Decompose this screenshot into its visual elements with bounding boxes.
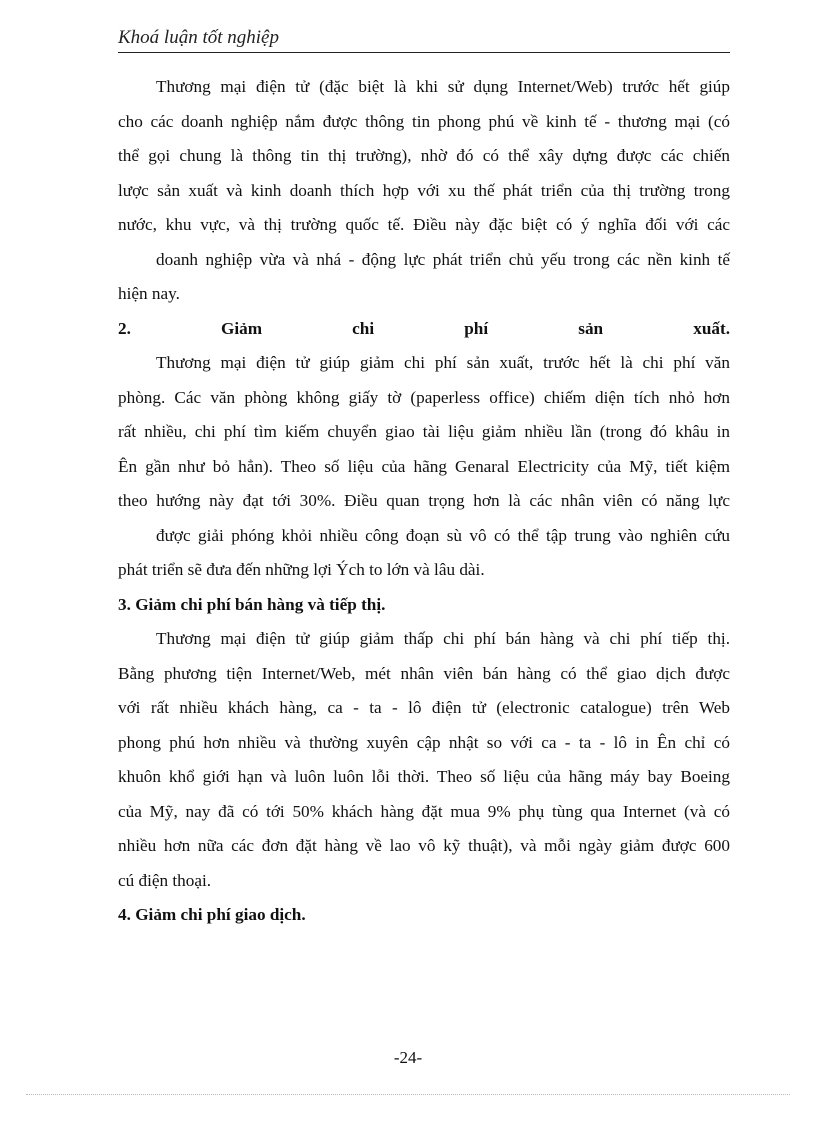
- paragraph-line: phong phú hơn nhiều và thường xuyên cập nhật so với ca - ta - lô in Ên chỉ có: [118, 732, 730, 752]
- section-2-word: chi: [352, 318, 375, 338]
- paragraph-line: cho các doanh nghiệp nắm được thông tin phong phú về kinh tế - thương mại (có: [118, 111, 730, 131]
- section-4-heading: 4. Giảm chi phí giao dịch.: [118, 905, 306, 924]
- header-title: Khoá luận tốt nghiệp: [118, 27, 279, 48]
- paragraph-3: [118, 622, 730, 898]
- paragraph-line: Thương mại điện tử (đặc biệt là khi sử dụng Internet/Web) trước hết giúp: [156, 77, 730, 96]
- paragraph-line: nhiều hơn nữa các đơn đặt hàng về lao vô kỹ thuật), và mỗi ngày giảm được 600: [118, 836, 730, 855]
- paragraph-line: Thương mại điện tử giúp giảm thấp chi phí bán hàng và chi phí tiếp thị.: [156, 629, 730, 648]
- paragraph-line: được giải phóng khỏi nhiều công đoạn sù vô có thể tập trung vào nghiên cứu: [156, 525, 730, 545]
- paragraph-1: [118, 70, 730, 312]
- paragraph-line: rất nhiều, chi phí tìm kiếm chuyển giao tài liệu giảm nhiều lần (trong đó khâu in: [118, 422, 730, 441]
- page-number: -24-: [393, 1048, 423, 1067]
- section-2-word: xuất.: [693, 318, 730, 338]
- paragraph-line: lược sản xuất và kinh doanh thích hợp với xu thế phát triển của thị trường trong: [118, 180, 730, 200]
- paragraph-line: Bằng phương tiện Internet/Web, mét nhân viên bán hàng có thể giao dịch được: [118, 663, 730, 683]
- section-2-heading: [118, 312, 730, 347]
- paragraph-line: thể gọi chung là thông tin thị trường), nhờ đó có thể xây dựng được các chiến: [118, 146, 730, 165]
- paragraph-line: cú điện thoại.: [118, 870, 212, 890]
- paragraph-line: phát triển sẽ đưa đến những lợi Ých to lớn và lâu dài.: [118, 560, 485, 579]
- paragraph-line: của Mỹ, nay đã có tới 50% khách hàng đặt mua 9% phụ tùng qua Internet (và có: [118, 801, 730, 821]
- section-2-word: sản: [578, 318, 604, 338]
- paragraph-line: khuôn khổ giới hạn và luôn luôn lỗi thời. Theo số liệu của hãng máy bay Boeing: [118, 767, 730, 786]
- paragraph-line: doanh nghiệp vừa và nhá - động lực phát triển chủ yếu trong các nền kinh tế: [156, 249, 730, 269]
- paragraph-line: với rất nhiều khách hàng, ca - ta - lô điện tử (electronic catalogue) trên Web: [118, 698, 730, 717]
- section-2-number: 2.: [118, 318, 131, 338]
- paragraph-line: theo hướng này đạt tới 30%. Điều quan trọng hơn là các nhân viên có năng lực: [118, 491, 730, 510]
- paragraph-line: phòng. Các văn phòng không giấy tờ (paperless office) chiếm diện tích nhỏ hơn: [118, 387, 730, 407]
- document-body: [118, 70, 730, 933]
- page-bottom-divider: [26, 1094, 790, 1095]
- paragraph-line: hiện nay.: [118, 284, 180, 303]
- paragraph-line: Ên gần như bỏ hẳn). Theo số liệu của hãng Genaral Electricity của Mỹ, tiết kiệm: [118, 456, 730, 476]
- section-2-word: phí: [464, 318, 489, 338]
- paragraph-line: Thương mại điện tử giúp giảm chi phí sản xuất, trước hết là chi phí văn: [156, 353, 730, 372]
- section-2-word: Giảm: [221, 318, 263, 338]
- page-header: [118, 22, 730, 53]
- section-3-heading: 3. Giảm chi phí bán hàng và tiếp thị.: [118, 594, 386, 614]
- paragraph-2: [118, 346, 730, 588]
- paragraph-line: nước, khu vực, và thị trường quốc tế. Điều này đặc biệt có ý nghĩa đối với các: [118, 215, 730, 234]
